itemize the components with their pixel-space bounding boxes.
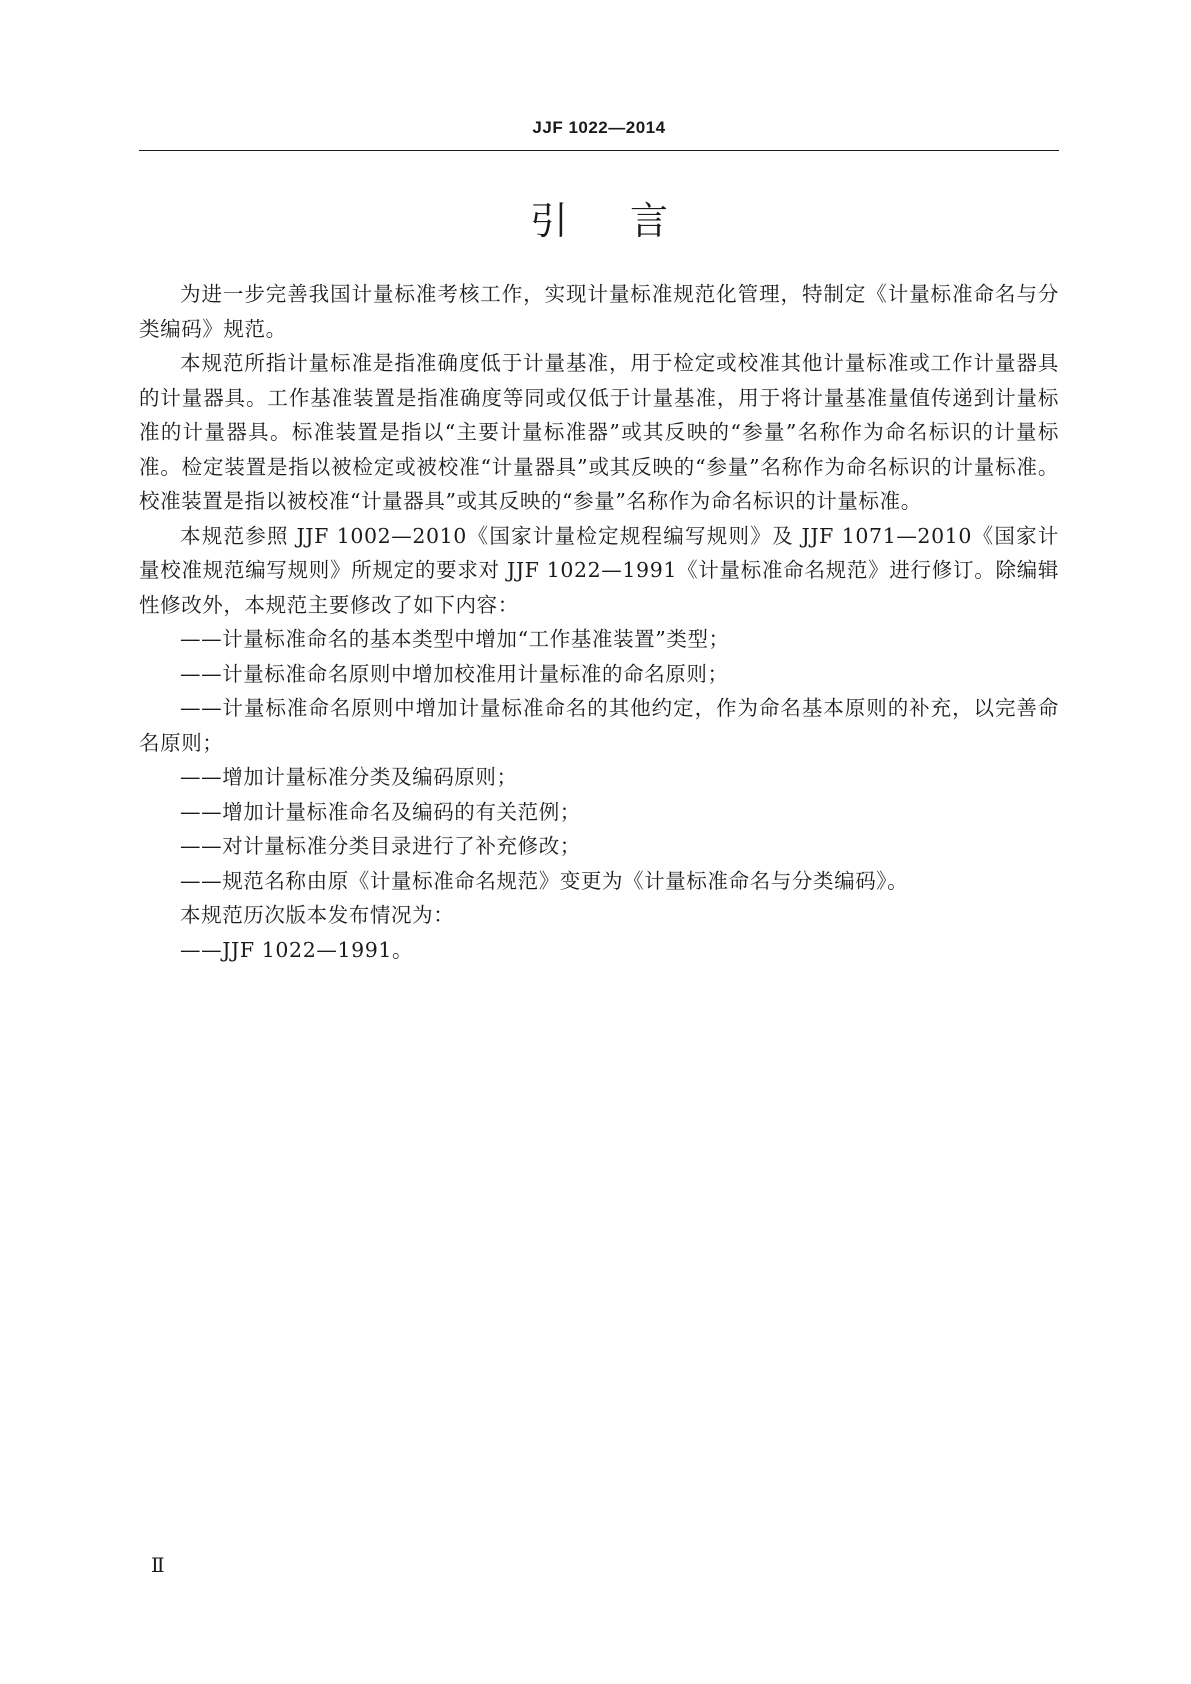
list-item-change: ——计量标准命名的基本类型中增加“工作基准装置”类型；: [180, 627, 730, 651]
list-item-change: ——对计量标准分类目录进行了补充修改；: [180, 834, 581, 858]
section-title: 引言: [529, 199, 730, 243]
header-divider: [139, 150, 1059, 151]
running-header: JJF 1022—2014: [532, 118, 666, 137]
list-item-change: ——增加计量标准分类及编码原则；: [180, 765, 518, 789]
page-number: Ⅱ: [151, 1553, 165, 1577]
paragraph-purpose: 为进一步完善我国计量标准考核工作，实现计量标准规范化管理，特制定《计量标准命名与分类编码》规范。: [139, 282, 1059, 341]
body-text: [139, 277, 1059, 967]
paragraph-definitions: 本规范所指计量标准是指准确度低于计量基准，用于检定或校准其他计量标准或工作计量器具的计量器具。工作基准装置是指准确度等同或仅低于计量基准，用于将计量基准量值传递到计量标准的计量器具。标准装置是指以“主要计量标准器”或其反映的“参量”名称作为命名标识的计量标准。检定装置是指以被检定或被校准“计量器具”或其反映的“参量”名称作为命名标识的计量标准。校准装置是指以被校准“计量器具”或其反映的“参量”名称作为命名标识的计量标准。: [139, 351, 1059, 513]
list-item-change: ——计量标准命名原则中增加校准用计量标准的命名原则；: [180, 661, 729, 686]
list-item-history: ——JJF 1022—1991。: [180, 937, 414, 962]
paragraph-revision-basis: 本规范参照 JJF 1002—2010《国家计量检定规程编写规则》及 JJF 1071—2010《国家计量校准规范编写规则》所规定的要求对 JJF 1022—1991《计量标准命名规范》进行修订。除编辑性修改外，本规范主要修改了如下内容：: [139, 523, 1059, 617]
list-item-change: ——规范名称由原《计量标准命名规范》变更为《计量标准命名与分类编码》。: [180, 868, 909, 893]
list-item-change: ——增加计量标准命名及编码的有关范例；: [180, 799, 581, 824]
list-item-change: ——计量标准命名原则中增加计量标准命名的其他约定，作为命名基本原则的补充，以完善命名原则；: [139, 696, 1059, 755]
paragraph-history-intro: 本规范历次版本发布情况为：: [180, 903, 455, 927]
